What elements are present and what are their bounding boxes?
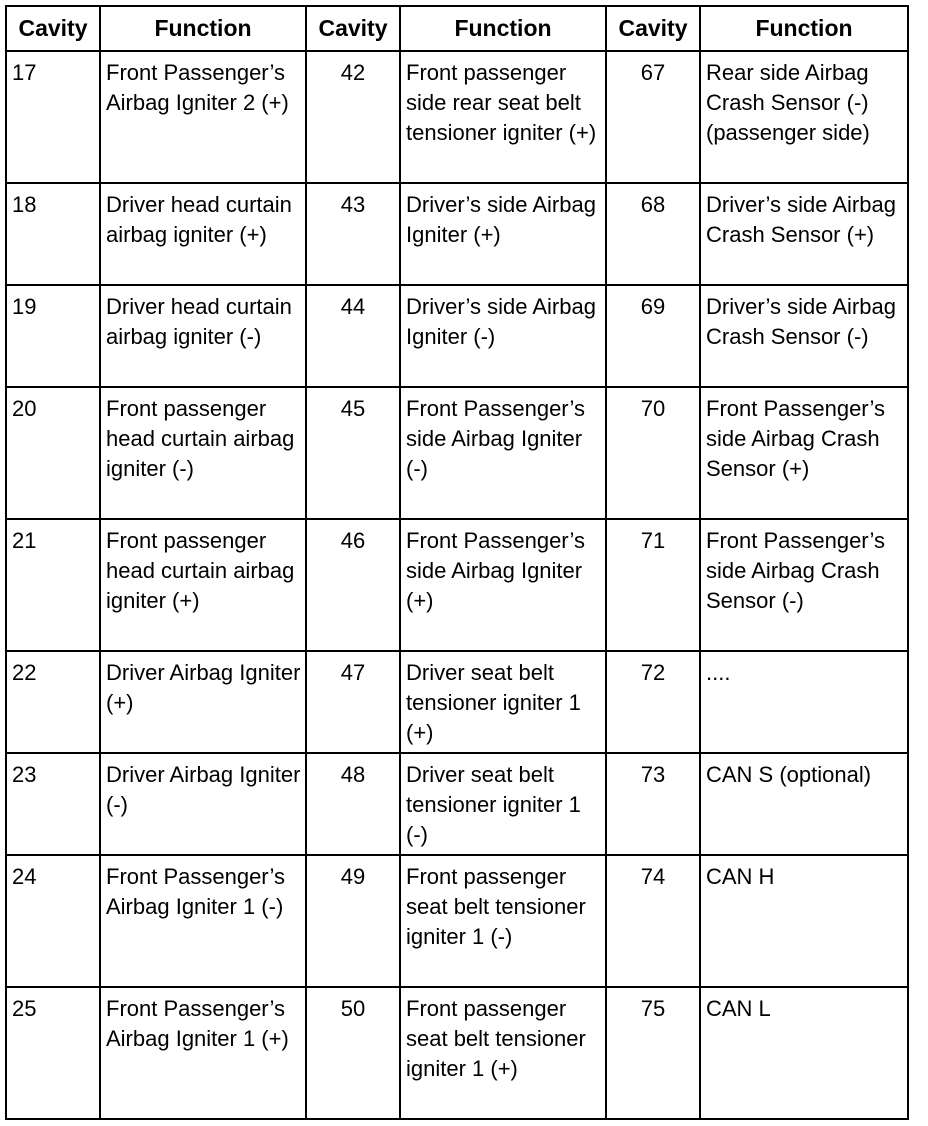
cavity-cell: 69 (606, 285, 700, 387)
function-cell: Front passenger seat belt tensioner igniter 1 (+) (400, 987, 606, 1119)
cavity-cell: 21 (6, 519, 100, 651)
cavity-cell: 67 (606, 51, 700, 183)
header-cavity-2: Cavity (306, 6, 400, 51)
function-cell: Front passenger seat belt tensioner igniter 1 (-) (400, 855, 606, 987)
function-cell: Front Passenger’s side Airbag Igniter (+) (400, 519, 606, 651)
header-function-3: Function (700, 6, 908, 51)
cavity-cell: 50 (306, 987, 400, 1119)
function-cell: Front Passenger’s Airbag Igniter 2 (+) (100, 51, 306, 183)
cavity-cell: 23 (6, 753, 100, 855)
function-cell: Front passenger head curtain airbag igniter (+) (100, 519, 306, 651)
cavity-cell: 18 (6, 183, 100, 285)
cavity-cell: 72 (606, 651, 700, 753)
function-cell: Front Passenger’s Airbag Igniter 1 (-) (100, 855, 306, 987)
function-cell: Driver seat belt tensioner igniter 1 (+) (400, 651, 606, 753)
cavity-cell: 22 (6, 651, 100, 753)
function-cell: Front passenger head curtain airbag igniter (-) (100, 387, 306, 519)
header-cavity-3: Cavity (606, 6, 700, 51)
cavity-cell: 24 (6, 855, 100, 987)
function-cell: Driver’s side Airbag Igniter (-) (400, 285, 606, 387)
function-cell: CAN H (700, 855, 908, 987)
function-cell: Front Passenger’s side Airbag Crash Sensor (-) (700, 519, 908, 651)
function-cell: Driver’s side Airbag Crash Sensor (-) (700, 285, 908, 387)
header-cavity-1: Cavity (6, 6, 100, 51)
cavity-cell: 74 (606, 855, 700, 987)
cavity-cell: 19 (6, 285, 100, 387)
cavity-cell: 44 (306, 285, 400, 387)
cavity-cell: 17 (6, 51, 100, 183)
cavity-cell: 43 (306, 183, 400, 285)
cavity-function-table (5, 5, 909, 1120)
cavity-cell: 25 (6, 987, 100, 1119)
function-cell: Driver head curtain airbag igniter (-) (100, 285, 306, 387)
cavity-cell: 42 (306, 51, 400, 183)
cavity-cell: 49 (306, 855, 400, 987)
table-header (6, 6, 908, 51)
header-row (6, 6, 908, 51)
function-cell: Driver’s side Airbag Crash Sensor (+) (700, 183, 908, 285)
cavity-cell: 70 (606, 387, 700, 519)
function-cell: Front Passenger’s side Airbag Crash Sensor (+) (700, 387, 908, 519)
table-row (6, 651, 908, 753)
cavity-cell: 71 (606, 519, 700, 651)
header-function-1: Function (100, 6, 306, 51)
header-function-2: Function (400, 6, 606, 51)
table-row (6, 285, 908, 387)
function-cell: .... (700, 651, 908, 753)
function-cell: Front Passenger’s Airbag Igniter 1 (+) (100, 987, 306, 1119)
function-cell: Driver seat belt tensioner igniter 1 (-) (400, 753, 606, 855)
table-row (6, 183, 908, 285)
function-cell: CAN S (optional) (700, 753, 908, 855)
function-cell: Driver Airbag Igniter (+) (100, 651, 306, 753)
table-row (6, 387, 908, 519)
table-row (6, 519, 908, 651)
function-cell: Front Passenger’s side Airbag Igniter (-) (400, 387, 606, 519)
table-row (6, 855, 908, 987)
function-cell: Rear side Airbag Crash Sensor (-) (passenger side) (700, 51, 908, 183)
cavity-cell: 20 (6, 387, 100, 519)
function-cell: Driver Airbag Igniter (-) (100, 753, 306, 855)
function-cell: Driver head curtain airbag igniter (+) (100, 183, 306, 285)
cavity-cell: 48 (306, 753, 400, 855)
cavity-cell: 45 (306, 387, 400, 519)
cavity-cell: 73 (606, 753, 700, 855)
function-cell: Front passenger side rear seat belt tensioner igniter (+) (400, 51, 606, 183)
table-body (6, 51, 908, 1119)
table-row (6, 51, 908, 183)
table-row (6, 753, 908, 855)
function-cell: CAN L (700, 987, 908, 1119)
function-cell: Driver’s side Airbag Igniter (+) (400, 183, 606, 285)
cavity-cell: 68 (606, 183, 700, 285)
cavity-cell: 75 (606, 987, 700, 1119)
cavity-cell: 46 (306, 519, 400, 651)
cavity-cell: 47 (306, 651, 400, 753)
table-row (6, 987, 908, 1119)
